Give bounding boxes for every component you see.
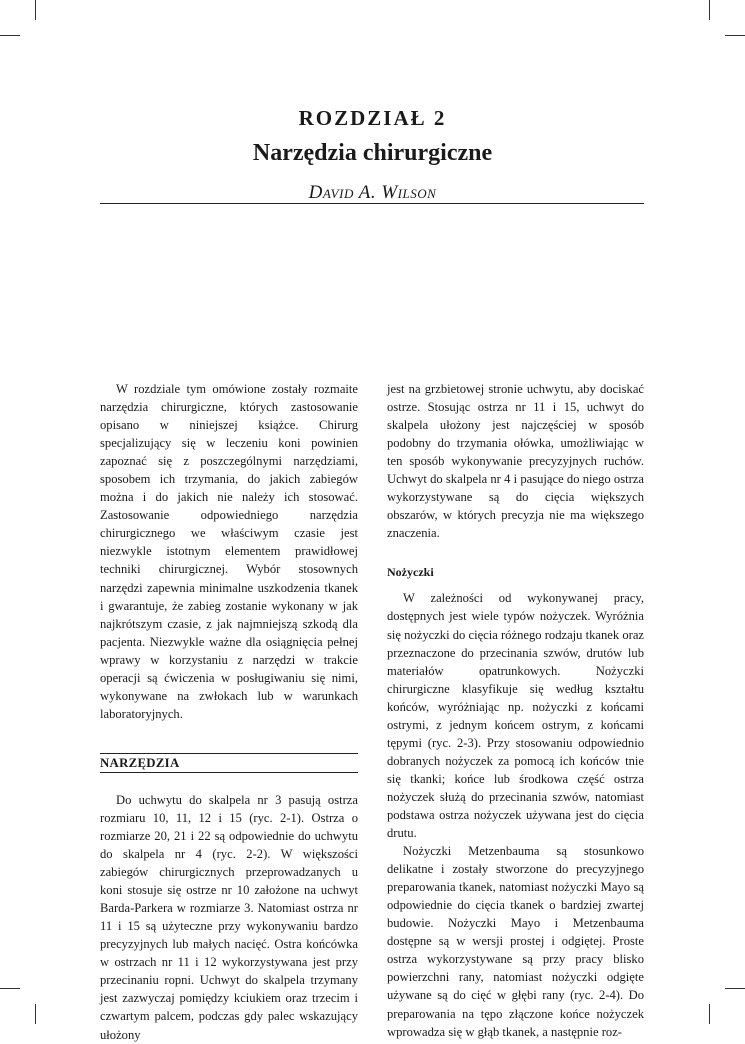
crop-mark [35, 0, 36, 20]
body-paragraph: Nożyczki Metzenbauma są stosunkowo delikatne i zostały stworzone do precyzyjnego preparowania tkanek, natomiast nożyczki Mayo są odpowiednie do cięcia tkanek o bardziej zwartej budowie. Nożyczki Mayo i Metzenbauma dostępne są w wersji prostej i odgiętej. Proste ostrza wykorzystywane są przy pracy blisko powierzchni rany, natomiast nożyczki odgięte używane są do cięć w głębi rany (ryc. 2-4). Do preparowania na tępo złączone końce nożyczek wprowadza się w głąb tkanek, a następnie roz- [387, 844, 644, 1039]
crop-mark [0, 988, 20, 989]
crop-mark [709, 1004, 710, 1024]
title-divider [100, 203, 644, 204]
crop-mark [725, 35, 745, 36]
chapter-title: Narzędzia chirurgiczne [252, 140, 493, 166]
crop-mark [35, 1004, 36, 1024]
left-column [100, 380, 358, 1044]
body-paragraph: jest na grzbietowej stronie uchwytu, aby dociskać ostrze. Stosując ostrza nr 11 i 15, uchwyt do skalpela ułożony jest najczęściej w sposób podobny do trzymania ołówka, umożliwiając w ten sposób wykonywanie precyzyjnych ruchów. Uchwyt do skalpela nr 4 i pasujące do niego ostrza wykorzystywane są do cięcia większych obszarów, w których precyzja nie ma większego znaczenia. [387, 382, 644, 541]
subsection-heading: Nożyczki [387, 565, 434, 580]
body-paragraph: W zależności od wykonywanej pracy, dostępnych jest wiele typów nożyczek. Wyróżnia się nożyczki do cięcia różnego rodzaju tkanek oraz przeznaczone do przecinania szwów, drutów lub materiałów opatrunkowych. Nożyczki chirurgiczne klasyfikuje się według kształtu końców, wyróżniając np. nożyczki z końcami ostrymi, z jednym końcem ostrym, z końcami tępymi (ryc. 2-3). Przy stosowaniu odpowiednio dobranych nożyczek za pomocą ich końców tnie się tkanki; końce lub środkowa część ostrza nożyczek służą do przecinania szwów, natomiast podstawa ostrza nożyczek używana jest do cięcia drutu. [387, 591, 644, 841]
crop-mark [709, 0, 710, 20]
right-column [387, 380, 644, 1041]
crop-mark [0, 35, 20, 36]
chapter-author: David A. Wilson [308, 182, 437, 203]
section-heading: NARZĘDZIA [100, 753, 358, 773]
body-paragraph: Do uchwytu do skalpela nr 3 pasują ostrza rozmiaru 10, 11, 12 i 15 (ryc. 2-1). Ostrza o rozmiarze 20, 21 i 22 są odpowiednie do uchwytu do skalpela nr 4 (ryc. 2-2). W większości zabiegów chirurgicznych przeprowadzanych u koni stosuje się ostrze nr 10 założone na uchwyt Barda-Parkera w rozmiarze 3. Natomiast ostrza nr 11 i 15 są użyteczne przy wykonywaniu bardzo precyzyjnych lub małych nacięć. Ostra końcówka w ostrzach nr 11 i 12 wykorzystywana jest przy przecinaniu ropni. Uchwyt do skalpela trzymany jest zazwyczaj pomiędzy kciukiem oraz trzecim i czwartym palcem, podczas gdy palec wskazujący ułożony [100, 792, 358, 1042]
chapter-label: ROZDZIAŁ 2 [298, 106, 447, 130]
crop-mark [725, 988, 745, 989]
intro-paragraph: W rozdziale tym omówione zostały rozmaite narzędzia chirurgiczne, których zastosowanie opisano w niniejszej książce. Chirurg specjalizujący się w leczeniu koni powinien zapoznać się z poszczególnymi narzędziami, sposobem ich trzymania, do jakich zabiegów można i do jakich nie należy ich stosować. Zastosowanie odpowiedniego narzędzia chirurgicznego we właściwym czasie jest niezwykle istotnym elementem prawidłowej techniki chirurgicznej. Wybór stosownych narzędzi zapewnia minimalne uszkodzenia tkanek i gwarantuje, że zabieg zostanie wykonany w jak najkrótszym czasie, z jak najmniejszą szkodą dla pacjenta. Niezwykle ważne dla osiągnięcia pełnej wprawy w korzystaniu z narzędzi w trakcie operacji są ćwiczenia w posługiwaniu się nimi, wykonywane na zwłokach lub w warunkach laboratoryjnych. [100, 382, 358, 721]
